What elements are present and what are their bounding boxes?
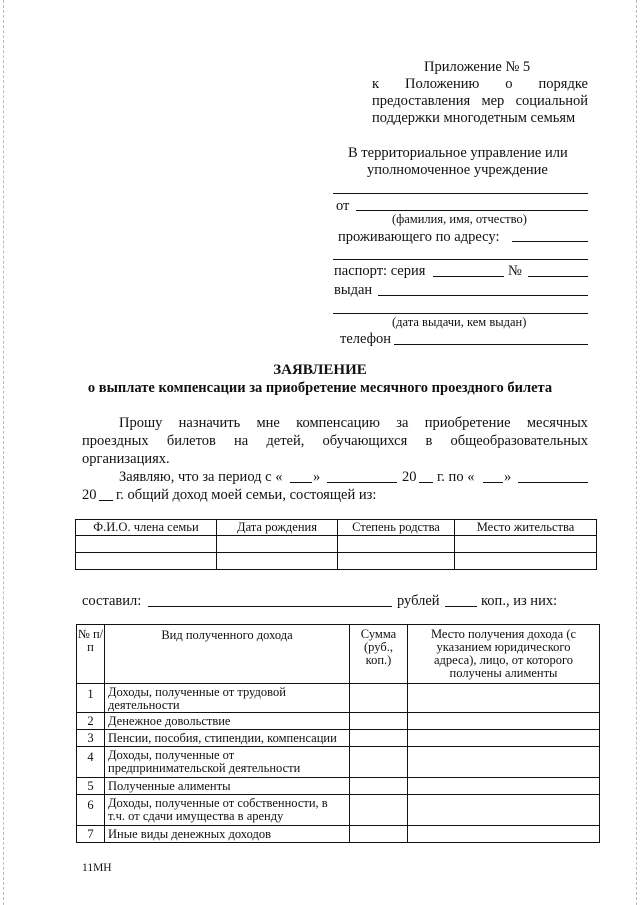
- word: приобретение: [424, 415, 511, 431]
- income-table: [76, 624, 600, 843]
- total-label: составил:: [82, 593, 142, 609]
- appendix-number: Приложение № 5: [424, 59, 531, 75]
- word: обучающихся: [322, 433, 408, 449]
- rubles-label: рублей: [397, 593, 440, 609]
- table-cell[interactable]: [455, 536, 597, 553]
- word: билетов: [166, 433, 216, 449]
- family-col-fio: Ф.И.О. члена семьи: [76, 520, 217, 536]
- income-sum-cell[interactable]: [350, 795, 408, 826]
- income-row-num: 2: [77, 713, 105, 730]
- family-col-residence: Место жительства: [455, 520, 597, 536]
- family-intro: г. общий доход моей семьи, состоящей из:: [116, 487, 377, 503]
- ref-word: социальной: [515, 93, 588, 109]
- table-row: [77, 795, 600, 826]
- addressee-line1: В территориальное управление или: [348, 145, 568, 161]
- passport-number-field[interactable]: [528, 276, 588, 277]
- quote-close: »: [313, 469, 321, 485]
- period-end-month-field[interactable]: [518, 482, 588, 483]
- table-row: [77, 826, 600, 843]
- table-row: [77, 778, 600, 795]
- income-row-type: Иные виды денежных доходов: [105, 826, 350, 843]
- income-source-cell[interactable]: [408, 730, 600, 747]
- word: компенсацию: [296, 415, 380, 431]
- table-row: [76, 536, 597, 553]
- document-title: ЗАЯВЛЕНИЕ: [273, 362, 367, 378]
- income-row-type: Доходы, полученные от трудовой деятельности: [105, 684, 350, 713]
- ref-word: порядке: [538, 76, 588, 92]
- income-sum-cell[interactable]: [350, 684, 408, 713]
- family-table: [75, 519, 597, 570]
- income-source-cell[interactable]: [408, 778, 600, 795]
- income-row-type: Пенсии, пособия, стипендии, компенсации: [105, 730, 350, 747]
- table-row: [77, 713, 600, 730]
- ref-word: предоставления: [372, 93, 471, 109]
- passport-label: паспорт: серия: [334, 263, 426, 279]
- fio-field[interactable]: [356, 210, 588, 211]
- quote-close: »: [504, 469, 512, 485]
- income-sum-cell[interactable]: [350, 826, 408, 843]
- from-label: от: [336, 198, 350, 214]
- year-prefix: 20: [402, 469, 417, 485]
- address-field-1[interactable]: [512, 241, 588, 242]
- appendix-ref-line2: [372, 93, 588, 110]
- income-row-num: 6: [77, 795, 105, 826]
- issued-label: выдан: [334, 282, 373, 298]
- income-sum-cell[interactable]: [350, 730, 408, 747]
- footer-code: 11МН: [82, 862, 112, 874]
- passport-series-field[interactable]: [433, 276, 504, 277]
- word: за: [396, 415, 409, 431]
- residing-label: проживающего по адресу:: [338, 229, 500, 245]
- paragraph1-line2: [82, 433, 588, 450]
- table-cell[interactable]: [217, 536, 338, 553]
- period-end-day-field[interactable]: [483, 482, 503, 483]
- page-edge-left: [3, 0, 4, 905]
- word: на: [234, 433, 249, 449]
- income-source-cell[interactable]: [408, 826, 600, 843]
- family-col-birthdate: Дата рождения: [217, 520, 338, 536]
- income-source-cell[interactable]: [408, 713, 600, 730]
- income-sum-cell[interactable]: [350, 778, 408, 795]
- document-subtitle: о выплате компенсации за приобретение месячного проездного билета: [87, 380, 553, 396]
- table-cell[interactable]: [76, 553, 217, 570]
- period-start-day-field[interactable]: [290, 482, 312, 483]
- issued-caption: (дата выдачи, кем выдан): [392, 315, 527, 329]
- period-to-label: г. по «: [437, 469, 475, 485]
- income-row-num: 7: [77, 826, 105, 843]
- income-row-num: 4: [77, 747, 105, 778]
- total-rubles-field[interactable]: [148, 606, 392, 607]
- ref-word: к: [372, 76, 380, 92]
- addressee-line2: уполномоченное учреждение: [367, 162, 548, 178]
- income-row-num: 1: [77, 684, 105, 713]
- word: месячных: [526, 415, 588, 431]
- paragraph1-line1: [119, 415, 588, 432]
- paragraph1-line3: организациях.: [82, 451, 170, 467]
- kopecks-label: коп., из них:: [481, 593, 558, 609]
- appendix-ref-line3: поддержки многодетным семьям: [372, 110, 576, 126]
- total-kopecks-field[interactable]: [445, 606, 477, 607]
- table-cell[interactable]: [455, 553, 597, 570]
- income-row-type: Полученные алименты: [105, 778, 350, 795]
- table-row: [77, 730, 600, 747]
- income-col-sum: Сумма (руб., коп.): [350, 625, 408, 684]
- income-col-type: Вид полученного дохода: [105, 625, 350, 684]
- income-row-type: Доходы, полученные от собственности, в т.ч. от сдачи имущества в аренду: [105, 795, 350, 826]
- number-sign: №: [508, 263, 522, 279]
- income-source-cell[interactable]: [408, 747, 600, 778]
- ref-word: о: [505, 76, 513, 92]
- word: детей,: [266, 433, 305, 449]
- phone-field[interactable]: [394, 344, 588, 345]
- income-col-source: Место получения дохода (с указанием юридического адреса), лицо, от которого получены алименты: [408, 625, 600, 684]
- table-cell[interactable]: [76, 536, 217, 553]
- fio-caption: (фамилия, имя, отчество): [392, 212, 527, 226]
- family-col-relation: Степень родства: [338, 520, 455, 536]
- period-intro: Заявляю, что за период с «: [119, 469, 283, 485]
- income-col-num: № п/п: [77, 625, 105, 684]
- page-edge-right: [636, 0, 637, 905]
- income-sum-cell[interactable]: [350, 713, 408, 730]
- word: общеобразовательных: [450, 433, 588, 449]
- table-cell[interactable]: [217, 553, 338, 570]
- income-row-type: Денежное довольствие: [105, 713, 350, 730]
- ref-word: мер: [481, 93, 505, 109]
- table-row: [76, 553, 597, 570]
- word: назначить: [178, 415, 241, 431]
- table-cell[interactable]: [338, 536, 455, 553]
- table-row: [77, 684, 600, 713]
- ref-word: Положению: [405, 76, 480, 92]
- year-prefix: 20: [82, 487, 97, 503]
- income-row-type: Доходы, полученные от предпринимательской деятельности: [105, 747, 350, 778]
- table-row: [77, 747, 600, 778]
- issued-field-2[interactable]: [333, 313, 588, 314]
- phone-label: телефон: [340, 331, 392, 347]
- income-row-num: 3: [77, 730, 105, 747]
- appendix-ref-line1: [372, 76, 588, 93]
- issued-field-1[interactable]: [378, 295, 588, 296]
- income-sum-cell[interactable]: [350, 747, 408, 778]
- word: в: [425, 433, 433, 449]
- period-start-year-field[interactable]: [419, 482, 433, 483]
- income-row-num: 5: [77, 778, 105, 795]
- addressee-blank-line: [333, 193, 588, 194]
- income-source-cell[interactable]: [408, 684, 600, 713]
- period-end-year-field[interactable]: [99, 500, 113, 501]
- word: мне: [256, 415, 280, 431]
- income-source-cell[interactable]: [408, 795, 600, 826]
- address-field-2[interactable]: [333, 259, 588, 260]
- period-start-month-field[interactable]: [327, 482, 397, 483]
- table-cell[interactable]: [338, 553, 455, 570]
- word: Прошу: [119, 415, 163, 431]
- word: проездных: [82, 433, 149, 449]
